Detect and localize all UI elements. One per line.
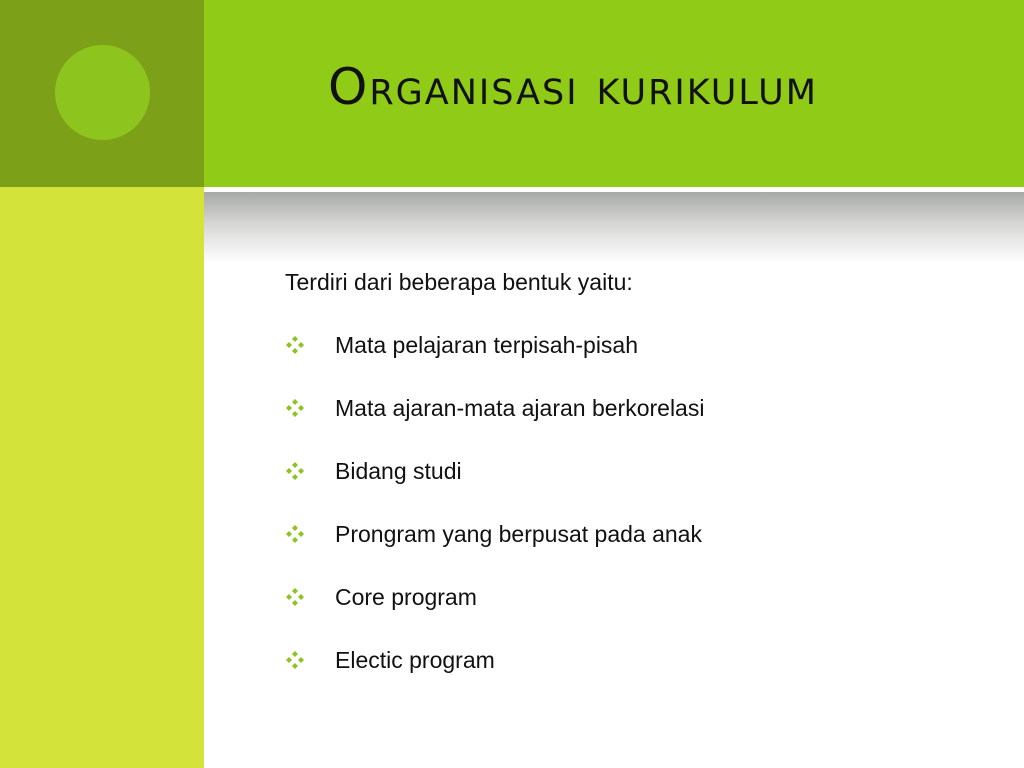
intro-text: Terdiri dari beberapa bentuk yaitu: [285, 269, 633, 295]
diamond-bullet-icon [285, 398, 335, 418]
list-item [285, 518, 1005, 550]
list-item [285, 392, 1005, 424]
left-accent-bar [0, 187, 204, 768]
diamond-bullet-icon [285, 650, 335, 670]
slide-content [285, 264, 1005, 676]
list-item [285, 644, 1005, 676]
bullet-list [285, 329, 1005, 676]
list-item [285, 329, 1005, 361]
list-item-label: Mata pelajaran terpisah-pisah [335, 331, 639, 358]
diamond-bullet-icon [285, 524, 335, 544]
diamond-bullet-icon [285, 335, 335, 355]
list-item-label: Core program [335, 583, 477, 610]
list-item-label: Prongram yang berpusat pada anak [335, 520, 702, 547]
slide-title: Organisasi kurikulum [328, 58, 818, 116]
list-item-label: Bidang studi [335, 457, 462, 484]
diamond-bullet-icon [285, 587, 335, 607]
corner-block [0, 0, 204, 187]
list-item-label: Mata ajaran-mata ajaran berkorelasi [335, 394, 705, 421]
gradient-band [204, 192, 1024, 264]
diamond-bullet-icon [285, 461, 335, 481]
decorative-circle [55, 45, 150, 140]
list-item-label: Electic program [335, 646, 495, 673]
list-item [285, 455, 1005, 487]
list-item [285, 581, 1005, 613]
